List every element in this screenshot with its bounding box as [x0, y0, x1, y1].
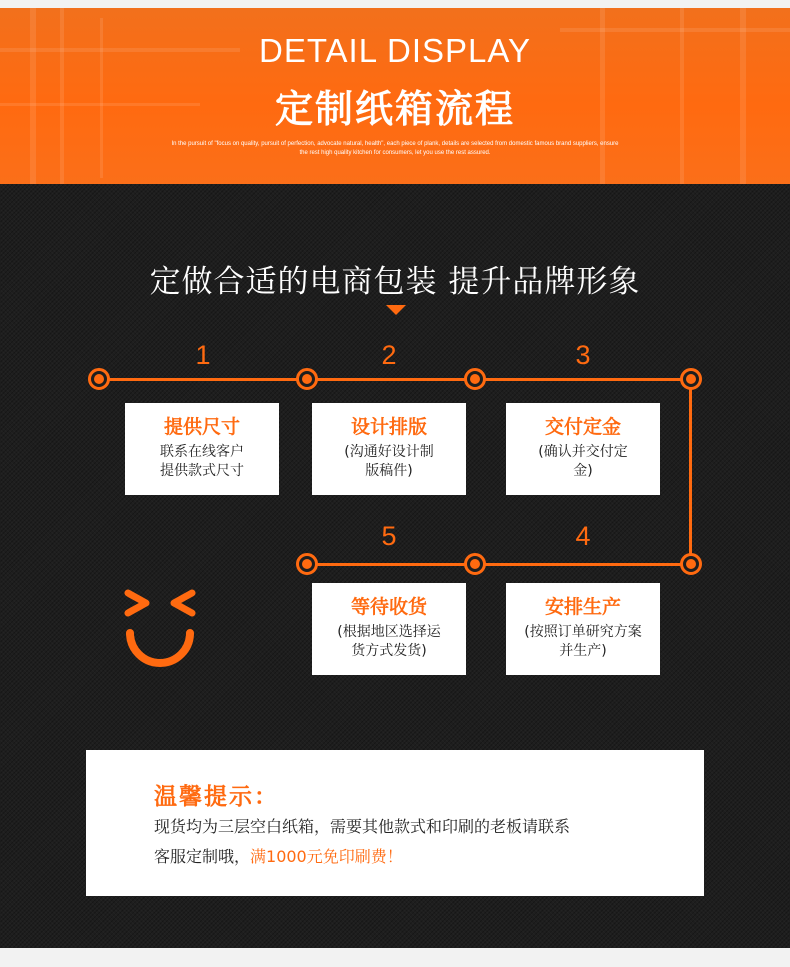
step-title: 等待收货: [350, 596, 427, 618]
flow-node: [464, 553, 486, 575]
step-desc-line: 货方式发货): [351, 643, 427, 659]
step-desc: [506, 623, 660, 661]
step-desc-line: 并生产): [559, 643, 607, 659]
header-subtitle-line1: In the pursuit of "focus on quality, pursuit of perfection, advocate natural, health", each piece of plank, details are selected from domestic famous brand suppliers, ensure: [171, 141, 619, 147]
notice-title: 温馨提示：: [154, 784, 279, 810]
flow-line-right: [689, 378, 692, 564]
step-title: 提供尺寸: [163, 416, 240, 438]
header-title-en: DETAIL DISPLAY: [259, 32, 531, 69]
step-number-4: 4: [575, 521, 591, 551]
slogan: 定做合适的电商包装 提升品牌形象: [149, 264, 641, 300]
header-banner: [0, 8, 790, 184]
flow-line-top: [98, 378, 691, 381]
step-desc: [312, 623, 466, 661]
header-title-cn: 定制纸箱流程: [274, 87, 515, 131]
step-desc-line: 版稿件): [365, 463, 413, 479]
flow-node: [88, 368, 110, 390]
step-card-3: [506, 403, 660, 495]
step-desc-line: (确认并交付定: [538, 444, 628, 460]
step-title: 交付定金: [544, 416, 621, 438]
step-card-5: [312, 583, 466, 675]
smiley-face-icon: [122, 589, 198, 669]
flow-node: [680, 368, 702, 390]
notice-box: [86, 750, 704, 896]
step-desc-line: (沟通好设计制: [344, 444, 434, 460]
flow-node: [464, 368, 486, 390]
step-number-2: 2: [381, 340, 397, 370]
step-title: 设计排版: [350, 416, 427, 438]
down-arrow-icon: [386, 305, 406, 315]
flow-node: [296, 368, 318, 390]
step-card-2: [312, 403, 466, 495]
step-desc-line: 提供款式尺寸: [160, 463, 244, 479]
notice-line-2: [154, 842, 704, 872]
step-desc-line: (按照订单研究方案: [524, 624, 642, 640]
step-desc: [125, 443, 279, 481]
notice-line-2-prefix: 客服定制哦，: [154, 847, 251, 866]
step-card-1: [125, 403, 279, 495]
step-number-3: 3: [575, 340, 591, 370]
step-desc: [506, 443, 660, 481]
header-subtitle-line2: the rest high quality kitchen for consumers, let you use the rest assured.: [299, 150, 491, 156]
step-number-5: 5: [381, 521, 397, 551]
notice-highlight: 满1000元免印刷费！: [250, 847, 403, 866]
flow-node: [296, 553, 318, 575]
step-desc: [312, 443, 466, 481]
step-desc-line: 联系在线客户: [160, 444, 244, 460]
step-desc-line: 金): [573, 463, 593, 479]
step-desc-line: (根据地区选择运: [337, 624, 441, 640]
step-number-1: 1: [195, 340, 211, 370]
flow-node: [680, 553, 702, 575]
notice-line-1: 现货均为三层空白纸箱，需要其他款式和印刷的老板请联系: [154, 817, 571, 836]
flow-line-bottom: [307, 563, 691, 566]
step-card-4: [506, 583, 660, 675]
step-title: 安排生产: [544, 596, 621, 618]
